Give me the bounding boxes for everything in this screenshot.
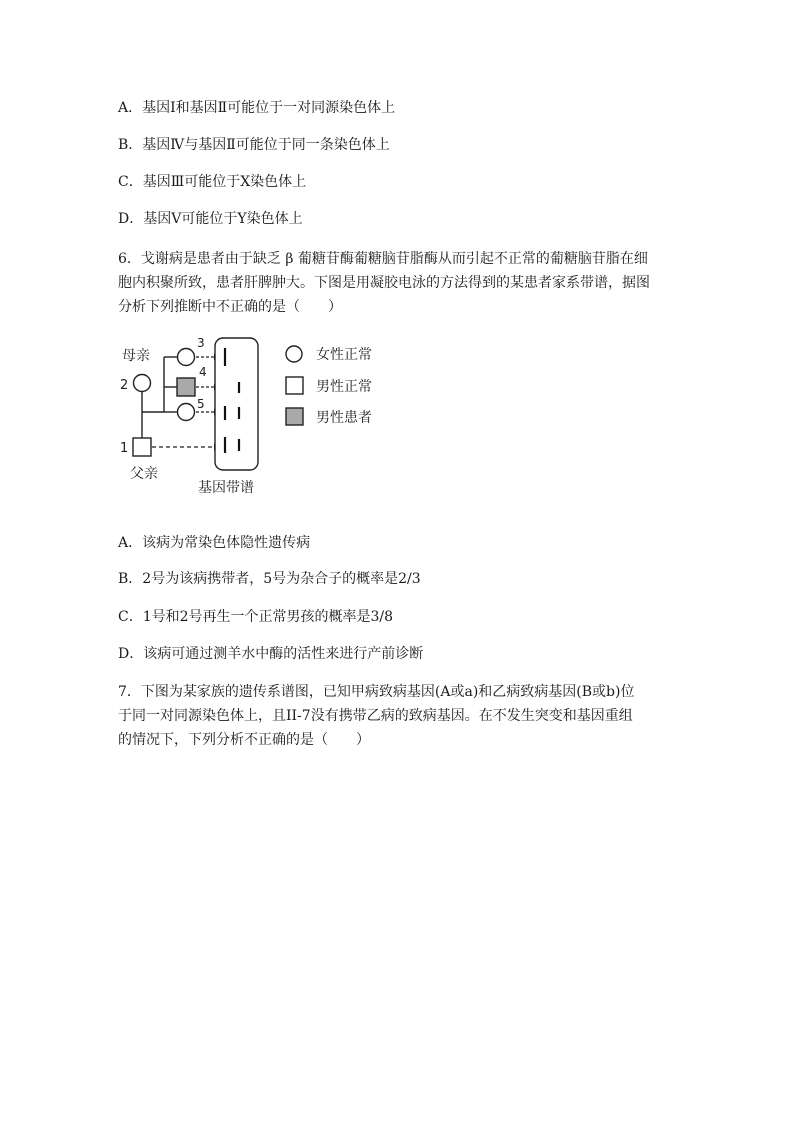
legend-female-normal: 女性正常 — [316, 347, 372, 363]
child-5-symbol — [178, 404, 195, 421]
legend-male-affected-icon — [286, 408, 303, 425]
q6-pedigree-figure — [112, 332, 392, 500]
child-4-symbol — [177, 378, 195, 396]
q7-stem-line-1: 7．下图为某家族的遗传系谱图，已知甲病致病基因(A或a)和乙病致病基因(B或b)位 — [118, 684, 635, 700]
number-3: 3 — [197, 336, 205, 350]
father-label: 父亲 — [130, 466, 158, 482]
legend-male-normal-icon — [286, 377, 303, 394]
q6-option-a: A．该病为常染色体隐性遗传病 — [118, 535, 311, 551]
q6-option-c: C．1号和2号再生一个正常男孩的概率是3/8 — [118, 609, 394, 625]
q6-stem-line-2: 胞内积聚所致，患者肝脾肿大。下图是用凝胶电泳的方法得到的某患者家系带谱，据图 — [118, 275, 650, 291]
legend-male-normal: 男性正常 — [316, 379, 372, 395]
q5-option-b: B．基因Ⅳ与基因Ⅱ可能位于同一条染色体上 — [118, 137, 390, 153]
q6-option-b: B．2号为该病携带者，5号为杂合子的概率是2/3 — [118, 571, 421, 587]
mother-label: 母亲 — [122, 348, 150, 364]
number-5: 5 — [197, 397, 205, 411]
father-symbol — [133, 438, 151, 456]
legend-female-normal-icon — [286, 346, 302, 362]
gel-box — [215, 338, 258, 470]
q6-stem — [118, 247, 688, 319]
q7-stem-line-2: 于同一对同源染色体上，且II-7没有携带乙病的致病基因。在不发生突变和基因重组 — [118, 708, 633, 724]
gel-label: 基因带谱 — [198, 480, 254, 496]
q7-stem — [118, 680, 688, 752]
q6-option-d: D．该病可通过测羊水中酶的活性来进行产前诊断 — [118, 646, 424, 662]
q7-stem-line-3: 的情况下，下列分析不正确的是（ ） — [118, 732, 370, 748]
legend-male-affected: 男性患者 — [316, 410, 372, 426]
child-3-symbol — [178, 349, 195, 366]
number-1: 1 — [120, 441, 129, 456]
q6-stem-line-3: 分析下列推断中不正确的是（ ） — [118, 299, 342, 315]
number-2: 2 — [120, 378, 129, 393]
mother-symbol — [134, 375, 151, 392]
q5-option-d: D．基因Ⅴ可能位于Y染色体上 — [118, 211, 303, 227]
q6-stem-line-1: 6．戈谢病是患者由于缺乏 β 葡糖苷酶葡糖脑苷脂酶从而引起不正常的葡糖脑苷脂在细 — [118, 251, 648, 267]
q5-option-c: C．基因Ⅲ可能位于X染色体上 — [118, 174, 307, 190]
q5-option-a: A．基因Ⅰ和基因Ⅱ可能位于一对同源染色体上 — [118, 100, 396, 116]
number-4: 4 — [199, 365, 207, 379]
